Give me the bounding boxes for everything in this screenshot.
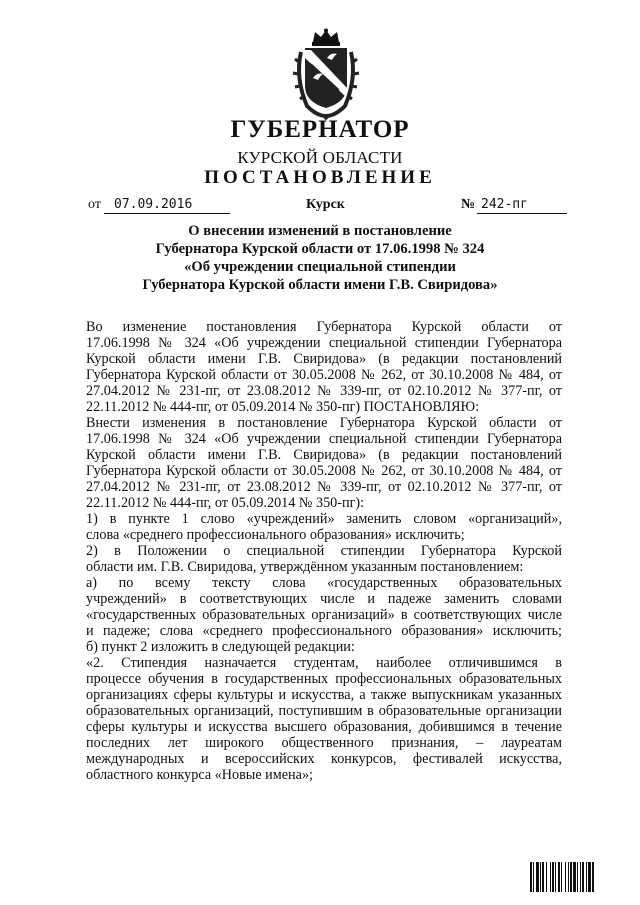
- body-line: Во изменение постановления Губернатора Курской области от: [86, 319, 562, 335]
- body-line: 2) в Положении о специальной стипендии Губернатора Курской: [86, 543, 562, 559]
- body-line: международных и всероссийских конкурсов, фестивалей искусства,: [86, 751, 562, 767]
- coat-of-arms-icon: [291, 28, 361, 120]
- body-line: «государственных образовательных организаций» в соответствующих числе: [86, 607, 562, 623]
- body-line: Внести изменения в постановление Губернатора Курской области от: [86, 415, 562, 431]
- body-line: Курской области имени Г.В. Свиридова» (в редакции постановлений: [86, 351, 562, 367]
- body-line: 27.04.2012 № 231-пг, от 23.08.2012 № 339-пг, от 02.10.2012 № 377-пг, от: [86, 383, 562, 399]
- body-line: 22.11.2012 № 444-пг, от 05.09.2014 № 350-пг) ПОСТАНОВЛЯЮ:: [86, 399, 480, 415]
- body-line: «2. Стипендия назначается студентам, наиболее отличившимся в: [86, 655, 562, 671]
- body-line: организациях сферы культуры и искусства, а также выпускникам указанных: [86, 687, 562, 703]
- body-line: процессе обучения в государственных профессиональных образовательных: [86, 671, 562, 687]
- body-line: 1) в пункте 1 слово «учреждений» заменить словом «организаций»,: [86, 511, 562, 527]
- title-line: Губернатора Курской области от 17.06.1998 № 324: [155, 241, 485, 257]
- title-line: «Об учреждении специальной стипендии: [184, 259, 456, 275]
- body-line: и падеже; слова «среднего профессионального образования» исключить;: [86, 623, 562, 639]
- document-date: 07.09.2016: [104, 197, 230, 214]
- title-line: Губернатора Курской области имени Г.В. Свиридова»: [142, 277, 498, 293]
- issuer-title: ГУБЕРНАТОР: [230, 116, 410, 143]
- body-line: областного конкурса «Новые имена»;: [86, 767, 313, 783]
- body-line: образовательных организаций, поступившим в образовательные организации: [86, 703, 562, 719]
- body-line: слова «среднего профессионального образования» исключить;: [86, 527, 465, 543]
- body-line: учреждений» в соответствующих числе и падеже заменить словами: [86, 591, 562, 607]
- document-city: Курск: [306, 197, 345, 212]
- date-label: от: [88, 197, 101, 212]
- issuer-region: КУРСКОЙ ОБЛАСТИ: [237, 148, 403, 167]
- document-type: ПОСТАНОВЛЕНИЕ: [204, 167, 436, 188]
- body-line: последних лет широкого общественного признания, – лауреатам: [86, 735, 562, 751]
- body-line: Курской области имени Г.В. Свиридова» (в редакции постановлений: [86, 447, 562, 463]
- body-line: Губернатора Курской области от 30.05.2008 № 262, от 30.10.2008 № 484, от: [86, 367, 562, 383]
- body-line: 22.11.2012 № 444-пг, от 05.09.2014 № 350-пг):: [86, 495, 365, 511]
- number-label: №: [461, 197, 476, 212]
- document-body: [86, 319, 562, 783]
- body-line: 17.06.1998 № 324 «Об учреждении специальной стипендии Губернатора: [86, 335, 562, 351]
- body-line: а) по всему тексту слова «государственных образовательных: [86, 575, 562, 591]
- title-line: О внесении изменений в постановление: [188, 223, 452, 239]
- body-line: 17.06.1998 № 324 «Об учреждении специальной стипендии Губернатора: [86, 431, 562, 447]
- document-title: [100, 222, 540, 294]
- body-line: б) пункт 2 изложить в следующей редакции:: [86, 639, 355, 655]
- body-line: 27.04.2012 № 231-пг, от 23.08.2012 № 339-пг, от 02.10.2012 № 377-пг, от: [86, 479, 562, 495]
- barcode-icon: [530, 862, 622, 892]
- document-number: 242-пг: [477, 197, 567, 214]
- body-line: области им. Г.В. Свиридова, утверждённом указанным постановлением:: [86, 559, 524, 575]
- body-line: Губернатора Курской области от 30.05.2008 № 262, от 30.10.2008 № 484, от: [86, 463, 562, 479]
- body-line: сферы культуры и искусства высшего образования, добившимся в течение: [86, 719, 562, 735]
